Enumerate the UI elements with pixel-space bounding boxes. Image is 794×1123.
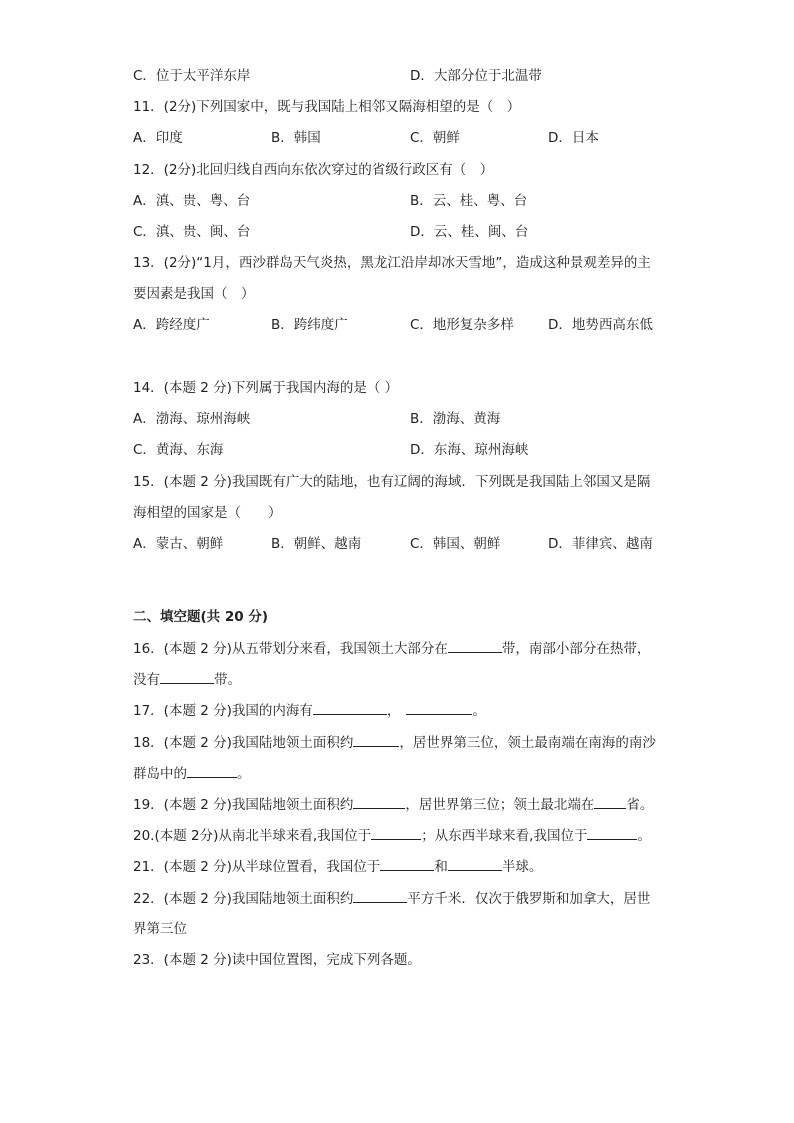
q10-options: [133, 66, 673, 86]
q16-text-3: 没有: [133, 672, 160, 688]
q16-line2: [133, 669, 666, 690]
q21-text-3: 半球。: [501, 859, 543, 875]
q14-options-row2: [133, 440, 673, 460]
q13-stem-line2: 要因素是我国（ ）: [133, 286, 255, 302]
q11-stem: 11．(2分)下列国家中，既与我国陆上相邻又隔海相望的是（ ）: [133, 99, 521, 115]
q22-line2: 界第三位: [133, 921, 187, 937]
q20-line: [133, 825, 666, 846]
q22-line1: [133, 888, 666, 909]
q19-text-1: 19．(本题 2 分)我国陆地领土面积约: [133, 797, 354, 813]
section-heading-fill-in: 二、填空题(共 20 分): [133, 609, 269, 625]
q22-blank-1[interactable]: [353, 888, 407, 903]
q19-text-3: 省。: [626, 797, 654, 813]
q18-text-4: 。: [237, 766, 251, 782]
q21-line: [133, 856, 666, 877]
q11-options: [133, 128, 673, 148]
q14-stem: 14．(本题 2 分)下列属于我国内海的是（ ）: [133, 380, 399, 396]
q11-option-d[interactable]: D．日本: [548, 130, 599, 146]
q13-option-c[interactable]: C．地形复杂多样: [410, 317, 514, 333]
q22-text-2: 平方千米．仅次于俄罗斯和加拿大，居世: [407, 891, 651, 907]
q19-blank-2[interactable]: [594, 794, 626, 809]
q17-text-1: 17．(本题 2 分)我国的内海有: [133, 703, 313, 719]
q15-options: [133, 534, 673, 554]
q14-options-row1: [133, 409, 673, 429]
q18-line2: [133, 763, 666, 784]
q13-option-b[interactable]: B．跨纬度广: [271, 317, 348, 333]
q20-blank-1[interactable]: [371, 825, 421, 840]
q16-blank-1[interactable]: [448, 638, 502, 653]
q15-option-c[interactable]: C．韩国、朝鲜: [410, 536, 501, 552]
q13-stem-line1: 13．(2分)“1月，西沙群岛天气炎热，黑龙江沿岸却冰天雪地”，造成这种景观差异的主: [133, 255, 651, 271]
q18-text-2: ，居世界第三位，领土最南端在南海的南沙: [399, 735, 656, 751]
q21-text-1: 21．(本题 2 分)从半球位置看，我国位于: [133, 859, 381, 875]
q20-text-3: 。: [637, 828, 651, 844]
q13-options: [133, 315, 673, 335]
q22-text-1: 22．(本题 2 分)我国陆地领土面积约: [133, 891, 354, 907]
q16-text-2: 带，南部小部分在热带，: [501, 641, 651, 657]
q10-option-c[interactable]: C．位于太平洋东岸: [133, 68, 251, 84]
q19-line: [133, 794, 666, 815]
q21-text-2: 和: [434, 859, 448, 875]
q16-text-1: 16．(本题 2 分)从五带划分来看，我国领土大部分在: [133, 641, 448, 657]
q14-option-c[interactable]: C．黄海、东海: [133, 442, 224, 458]
q12-option-a[interactable]: A．滇、贵、粤、台: [133, 193, 251, 209]
q19-text-2: ，居世界第三位；领土最北端在: [405, 797, 595, 813]
q15-option-a[interactable]: A．蒙古、朝鲜: [133, 536, 224, 552]
q18-blank-1[interactable]: [353, 732, 399, 747]
q16-line1: [133, 638, 666, 659]
q17-line: [133, 700, 666, 721]
q12-options-row2: [133, 222, 673, 242]
q14-option-a[interactable]: A．渤海、琼州海峡: [133, 411, 251, 427]
q17-text-3: 。: [472, 703, 486, 719]
q12-stem: 12．(2分)北回归线自西向东依次穿过的省级行政区有（ ）: [133, 162, 494, 178]
q15-option-d[interactable]: D．菲律宾、越南: [548, 536, 653, 552]
q11-option-a[interactable]: A．印度: [133, 130, 183, 146]
q15-stem-line1: 15．(本题 2 分)我国既有广大的陆地，也有辽阔的海域．下列既是我国陆上邻国又是隔: [133, 474, 651, 490]
q19-blank-1[interactable]: [353, 794, 405, 809]
q12-option-b[interactable]: B．云、桂、粤、台: [410, 193, 528, 209]
q13-option-d[interactable]: D．地势西高东低: [548, 317, 653, 333]
q12-option-c[interactable]: C．滇、贵、闽、台: [133, 224, 251, 240]
q21-blank-2[interactable]: [448, 856, 502, 871]
q18-text-1: 18．(本题 2 分)我国陆地领土面积约: [133, 735, 354, 751]
q16-text-4: 带。: [214, 672, 241, 688]
q20-text-2: ；从东西半球来看,我国位于: [421, 828, 588, 844]
q15-stem-line2: 海相望的国家是（ ）: [133, 505, 282, 521]
q15-option-b[interactable]: B．朝鲜、越南: [271, 536, 362, 552]
q18-blank-2[interactable]: [187, 763, 237, 778]
q20-blank-2[interactable]: [587, 825, 637, 840]
q17-blank-1[interactable]: [313, 700, 387, 715]
q17-blank-2[interactable]: [406, 700, 472, 715]
q20-text-1: 20.(本题 2分)从南北半球来看,我国位于: [133, 828, 372, 844]
q12-option-d[interactable]: D．云、桂、闽、台: [410, 224, 529, 240]
q18-line1: [133, 732, 666, 753]
q11-option-c[interactable]: C．朝鲜: [410, 130, 460, 146]
q14-option-b[interactable]: B．渤海、黄海: [410, 411, 501, 427]
q13-option-a[interactable]: A．跨经度广: [133, 317, 210, 333]
q21-blank-1[interactable]: [380, 856, 434, 871]
q18-text-3: 群岛中的: [133, 766, 187, 782]
q10-option-d[interactable]: D．大部分位于北温带: [410, 68, 542, 84]
q17-text-2: ，: [386, 703, 401, 719]
q16-blank-2[interactable]: [160, 669, 214, 684]
q12-options-row1: [133, 191, 673, 211]
q11-option-b[interactable]: B．韩国: [271, 130, 321, 146]
q23-stem: 23．(本题 2 分)读中国位置图，完成下列各题。: [133, 952, 421, 968]
q14-option-d[interactable]: D．东海、琼州海峡: [410, 442, 529, 458]
